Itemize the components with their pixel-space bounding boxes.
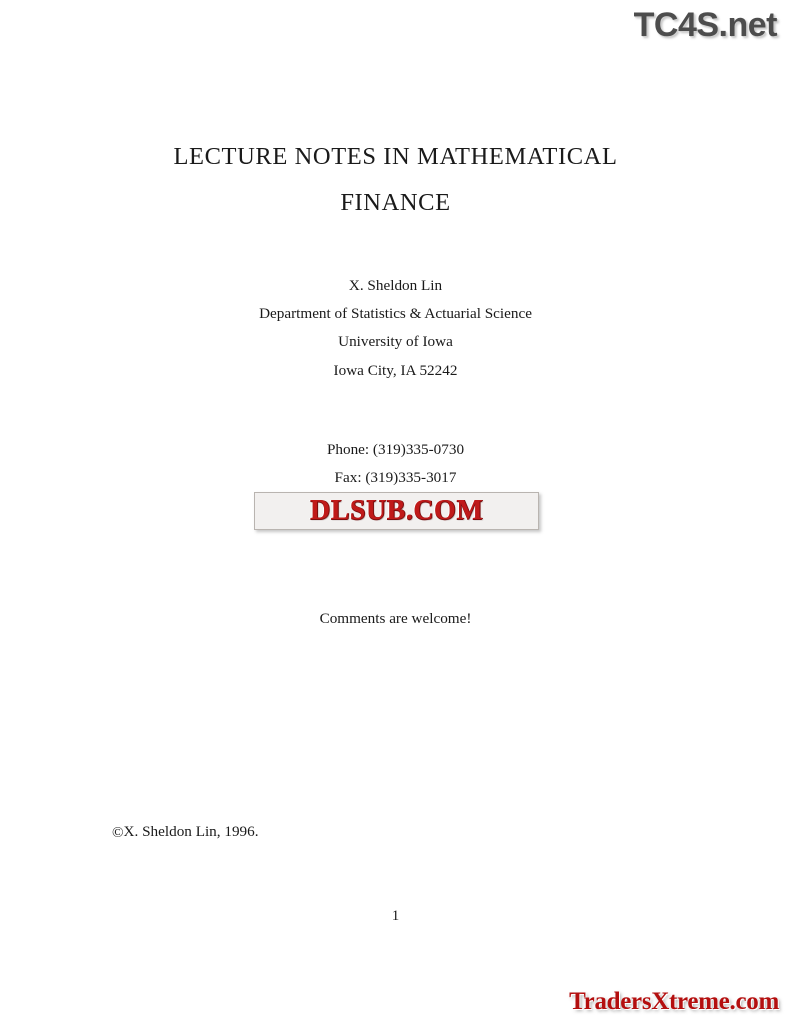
- watermark-bottom-right: TradersXtreme.com: [569, 988, 779, 1015]
- page-title-line-2: FINANCE: [340, 189, 451, 216]
- author-institution: University of Iowa: [338, 333, 453, 351]
- watermark-top-right: TC4S.net: [633, 6, 777, 44]
- contact-phone: Phone: (319)335-0730: [326, 441, 465, 458]
- author-department: Department of Statistics & Actuarial Science: [259, 305, 532, 323]
- comments-note: Comments are welcome!: [319, 610, 472, 627]
- watermark-stamp-label: DLSUB.COM: [309, 495, 484, 526]
- page-title: [0, 134, 791, 226]
- author-name: X. Sheldon Lin: [348, 277, 443, 294]
- contact-block: [0, 436, 791, 492]
- page-title-line-1: LECTURE NOTES IN MATHEMATICAL: [173, 143, 618, 170]
- page-number: 1: [391, 908, 400, 924]
- copyright-icon: ©: [112, 823, 124, 841]
- author-address: Iowa City, IA 52242: [333, 361, 458, 379]
- contact-fax: Fax: (319)335-3017: [334, 469, 457, 487]
- copyright-line: [112, 823, 259, 841]
- copyright-text: X. Sheldon Lin, 1996.: [123, 823, 259, 840]
- author-affiliation-block: [0, 272, 791, 385]
- watermark-stamp: [254, 492, 539, 530]
